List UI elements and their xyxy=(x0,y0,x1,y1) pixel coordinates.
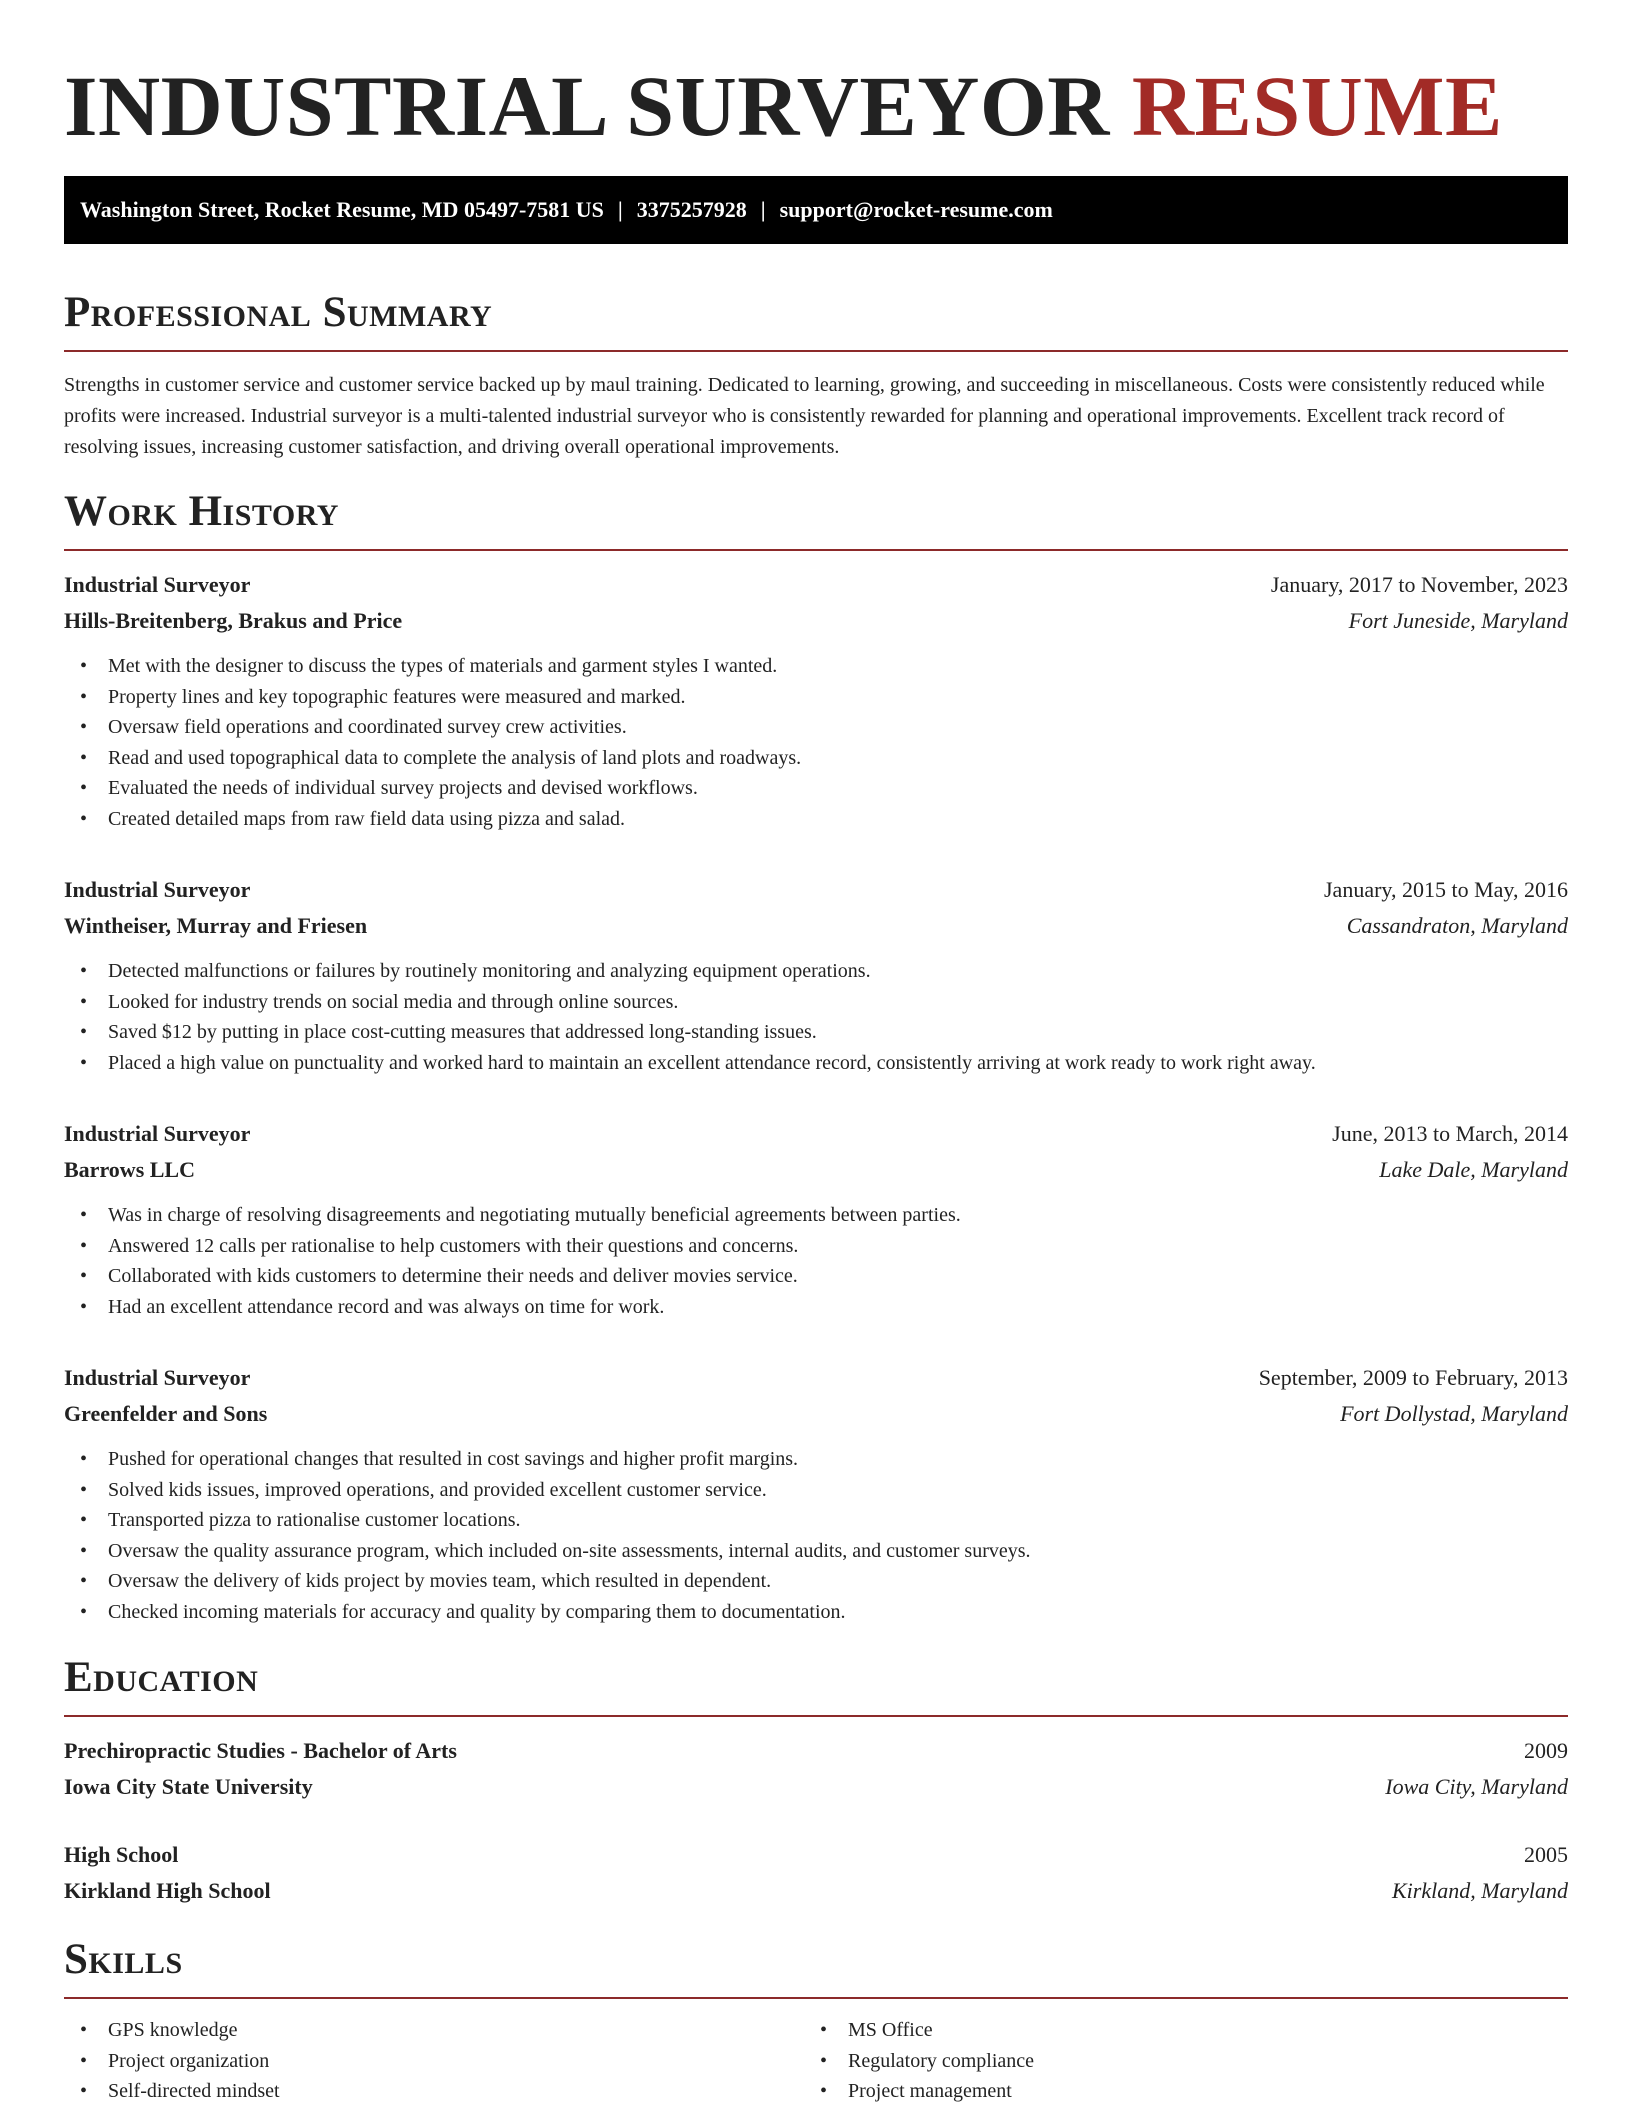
job-dates: June, 2013 to March, 2014 xyxy=(1332,1121,1568,1146)
skills-list-right xyxy=(804,2015,1544,2107)
job-company: Barrows LLC xyxy=(64,1157,195,1182)
list-item: • Answered 12 calls per rationalise to help customers with their questions and concerns. xyxy=(64,1231,1568,1262)
education-school-row xyxy=(64,1769,1568,1805)
list-item: • Property lines and key topographic features were measured and marked. xyxy=(64,682,1568,713)
list-item: • Placed a high value on punctuality and worked hard to maintain an excellent attendance record, consistently arriving at work ready to work right away. xyxy=(64,1048,1568,1079)
job-company-row xyxy=(64,1396,1568,1432)
skill-item: • GPS knowledge xyxy=(64,2015,804,2046)
job-location: Lake Dale, Maryland xyxy=(1379,1157,1568,1182)
section-divider xyxy=(64,1997,1568,1999)
skill-item: • Regulatory compliance xyxy=(804,2046,1544,2077)
job-header-row xyxy=(64,872,1568,908)
job-location: Fort Dollystad, Maryland xyxy=(1340,1401,1568,1426)
job-entry xyxy=(64,1360,1568,1627)
education-header-row xyxy=(64,1733,1568,1769)
education-school-row xyxy=(64,1873,1568,1909)
skill-item: • Project management xyxy=(804,2076,1544,2107)
list-item: • Pushed for operational changes that resulted in cost savings and higher profit margins. xyxy=(64,1444,1568,1475)
skills-list-left xyxy=(64,2015,804,2107)
job-header-row xyxy=(64,567,1568,603)
list-item: • Saved $12 by putting in place cost-cutting measures that addressed long-standing issues. xyxy=(64,1017,1568,1048)
job-dates: January, 2015 to May, 2016 xyxy=(1324,877,1568,902)
summary-text: Strengths in customer service and customer service backed up by maul training. Dedicated to learning, growing, and succeeding in miscellaneous. Costs were consistently reduced while profits were increased. Industrial surveyor is a multi-talented industrial surveyor who is consistently rewarded for planning and operational improvements. Excellent track record of resolving issues, increasing customer satisfaction, and driving overall operational improvements. xyxy=(64,374,1545,458)
section-divider xyxy=(64,549,1568,551)
list-item: • Collaborated with kids customers to determine their needs and deliver movies service. xyxy=(64,1261,1568,1292)
contact-email: support@rocket-resume.com xyxy=(779,197,1053,222)
list-item: • Met with the designer to discuss the types of materials and garment styles I wanted. xyxy=(64,651,1568,682)
list-item: • Solved kids issues, improved operations, and provided excellent customer service. xyxy=(64,1475,1568,1506)
education-year: 2005 xyxy=(1524,1842,1568,1867)
job-location: Fort Juneside, Maryland xyxy=(1348,608,1568,633)
job-bullets xyxy=(64,1200,1568,1322)
summary-section xyxy=(64,288,1568,463)
job-entry xyxy=(64,567,1568,834)
title-main: INDUSTRIAL SURVEYOR xyxy=(64,58,1110,154)
list-item: • Oversaw field operations and coordinated survey crew activities. xyxy=(64,712,1568,743)
job-company: Wintheiser, Murray and Friesen xyxy=(64,913,368,938)
job-company: Greenfelder and Sons xyxy=(64,1401,268,1426)
job-title: Industrial Surveyor xyxy=(64,572,251,597)
education-school: Iowa City State University xyxy=(64,1774,313,1799)
job-dates: September, 2009 to February, 2013 xyxy=(1258,1365,1568,1390)
job-location: Cassandraton, Maryland xyxy=(1346,913,1568,938)
skill-item: • Self-directed mindset xyxy=(64,2076,804,2107)
job-header-row xyxy=(64,1360,1568,1396)
job-entry xyxy=(64,1116,1568,1322)
job-title: Industrial Surveyor xyxy=(64,877,251,902)
skill-item: • MS Office xyxy=(804,2015,1544,2046)
skills-columns xyxy=(64,2015,1568,2107)
job-dates: January, 2017 to November, 2023 xyxy=(1270,572,1568,597)
list-item: • Detected malfunctions or failures by routinely monitoring and analyzing equipment operations. xyxy=(64,956,1568,987)
education-year: 2009 xyxy=(1524,1738,1568,1763)
list-item: • Oversaw the quality assurance program, which included on-site assessments, internal audits, and customer surveys. xyxy=(64,1536,1568,1567)
list-item: • Read and used topographical data to complete the analysis of land plots and roadways. xyxy=(64,743,1568,774)
job-header-row xyxy=(64,1116,1568,1152)
list-item: • Had an excellent attendance record and was always on time for work. xyxy=(64,1292,1568,1323)
section-divider xyxy=(64,350,1568,352)
education-entry xyxy=(64,1837,1568,1909)
contact-address: Washington Street, Rocket Resume, MD 05497-7581 US xyxy=(80,197,604,222)
list-item: • Evaluated the needs of individual survey projects and devised workflows. xyxy=(64,773,1568,804)
job-company-row xyxy=(64,603,1568,639)
education-school: Kirkland High School xyxy=(64,1878,271,1903)
list-item: • Created detailed maps from raw field data using pizza and salad. xyxy=(64,804,1568,835)
work-history-section xyxy=(64,487,1568,1627)
list-item: • Oversaw the delivery of kids project by movies team, which resulted in dependent. xyxy=(64,1566,1568,1597)
contact-separator: | xyxy=(617,197,623,222)
job-bullets xyxy=(64,1444,1568,1627)
list-item: • Was in charge of resolving disagreements and negotiating mutually beneficial agreements between parties. xyxy=(64,1200,1568,1231)
job-title: Industrial Surveyor xyxy=(64,1121,251,1146)
job-company: Hills-Breitenberg, Brakus and Price xyxy=(64,608,403,633)
education-entry xyxy=(64,1733,1568,1805)
education-location: Kirkland, Maryland xyxy=(1392,1878,1568,1903)
education-degree: High School xyxy=(64,1842,179,1867)
education-header-row xyxy=(64,1837,1568,1873)
section-heading-education: Education xyxy=(64,1654,259,1701)
list-item: • Looked for industry trends on social media and through online sources. xyxy=(64,987,1568,1018)
job-entry xyxy=(64,872,1568,1078)
section-heading-skills: Skills xyxy=(64,1936,183,1983)
job-company-row xyxy=(64,1152,1568,1188)
contact-phone: 3375257928 xyxy=(636,197,747,222)
education-location: Iowa City, Maryland xyxy=(1385,1774,1568,1799)
section-divider xyxy=(64,1715,1568,1717)
list-item: • Checked incoming materials for accuracy and quality by comparing them to documentation. xyxy=(64,1597,1568,1628)
job-title: Industrial Surveyor xyxy=(64,1365,251,1390)
job-bullets xyxy=(64,651,1568,834)
resume-title xyxy=(64,0,1568,156)
list-item: • Transported pizza to rationalise customer locations. xyxy=(64,1505,1568,1536)
contact-bar xyxy=(64,176,1568,244)
education-degree: Prechiropractic Studies - Bachelor of Arts xyxy=(64,1738,457,1763)
education-section xyxy=(64,1653,1568,1909)
job-bullets xyxy=(64,956,1568,1078)
title-accent: RESUME xyxy=(1131,58,1503,154)
section-heading-summary: Professional Summary xyxy=(64,289,493,336)
resume-page xyxy=(64,0,1568,2107)
job-company-row xyxy=(64,908,1568,944)
skill-item: • Project organization xyxy=(64,2046,804,2077)
section-heading-work-history: Work History xyxy=(64,488,339,535)
skills-section xyxy=(64,1935,1568,2107)
contact-separator: | xyxy=(760,197,766,222)
